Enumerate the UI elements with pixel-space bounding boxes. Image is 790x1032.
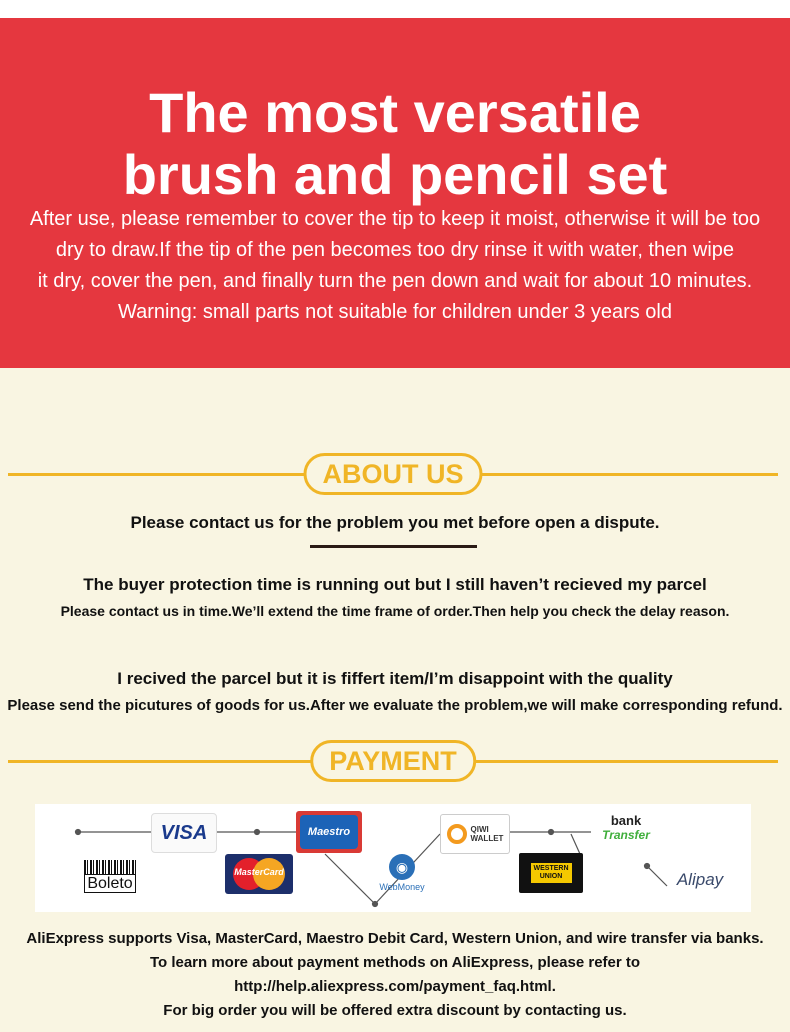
mastercard-logo	[225, 854, 293, 894]
payment-info-line: AliExpress supports Visa, MasterCard, Maestro Debit Card, Western Union, and wire transfer via banks.	[26, 930, 764, 947]
maestro-logo	[296, 811, 362, 853]
mastercard-label: MasterCard	[234, 867, 284, 877]
hero-title	[0, 82, 790, 206]
about-us-header	[8, 453, 778, 495]
boleto-label: Boleto	[84, 874, 135, 893]
about-us-heading: ABOUT US	[304, 453, 483, 495]
boleto-logo	[79, 859, 141, 893]
care-instruction-line: After use, please remember to cover the tip to keep it moist, otherwise it will be too	[29, 208, 761, 230]
barcode-icon	[84, 860, 136, 874]
care-instruction-line: it dry, cover the pen, and finally turn the pen down and wait for about 10 minutes.	[37, 270, 753, 292]
hero-title-line: The most versatile	[149, 81, 641, 144]
faq-question: The buyer protection time is running out but I still haven’t recieved my parcel	[83, 575, 707, 594]
hero-banner	[0, 18, 790, 368]
payment-methods-panel	[35, 804, 751, 912]
bank-transfer-logo	[591, 810, 661, 846]
warning-line: Warning: small parts not suitable for children under 3 years old	[118, 301, 672, 323]
webmoney-logo	[372, 851, 432, 895]
care-instructions	[0, 204, 790, 328]
care-instruction-line: dry to draw.If the tip of the pen becomes too dry rinse it with water, then wipe	[55, 239, 735, 261]
alipay-label: Alipay	[676, 870, 724, 889]
qiwi-wallet-logo	[440, 814, 510, 854]
payment-faq-link[interactable]: http://help.aliexpress.com/payment_faq.html.	[234, 978, 556, 995]
visa-logo: VISA	[151, 813, 217, 853]
qiwi-label: WALLET	[470, 834, 504, 843]
alipay-logo	[671, 866, 729, 894]
western-union-logo	[519, 853, 583, 893]
faq-question: I recived the parcel but it is fiffert item/I’m disappoint with the quality	[117, 669, 673, 688]
western-union-label: WESTERN	[533, 865, 569, 872]
western-union-label: UNION	[539, 873, 563, 880]
qiwi-label: QIWI	[470, 825, 489, 834]
payment-heading: PAYMENT	[310, 740, 476, 782]
hero-title-line: brush and pencil set	[122, 143, 668, 206]
bank-label: bank	[610, 813, 642, 828]
dispute-intro: Please contact us for the problem you met before open a dispute.	[130, 513, 660, 532]
maestro-label: Maestro	[300, 815, 358, 849]
faq-answer: Please contact us in time.We’ll extend the time frame of order.Then help you check the delay reason.	[60, 603, 730, 619]
globe-icon: ◉	[389, 854, 415, 880]
qiwi-icon	[447, 824, 467, 844]
payment-info-line: For big order you will be offered extra discount by contacting us.	[163, 1002, 627, 1019]
payment-info	[0, 927, 790, 1023]
payment-header	[8, 740, 778, 782]
intro-divider	[310, 545, 477, 548]
webmoney-label: WebMoney	[379, 882, 425, 892]
transfer-label: Transfer	[602, 828, 650, 842]
faq-answer: Please send the picutures of goods for us.After we evaluate the problem,we will make corresponding refund.	[7, 697, 783, 714]
payment-info-line: To learn more about payment methods on AliExpress, please refer to	[149, 954, 641, 971]
